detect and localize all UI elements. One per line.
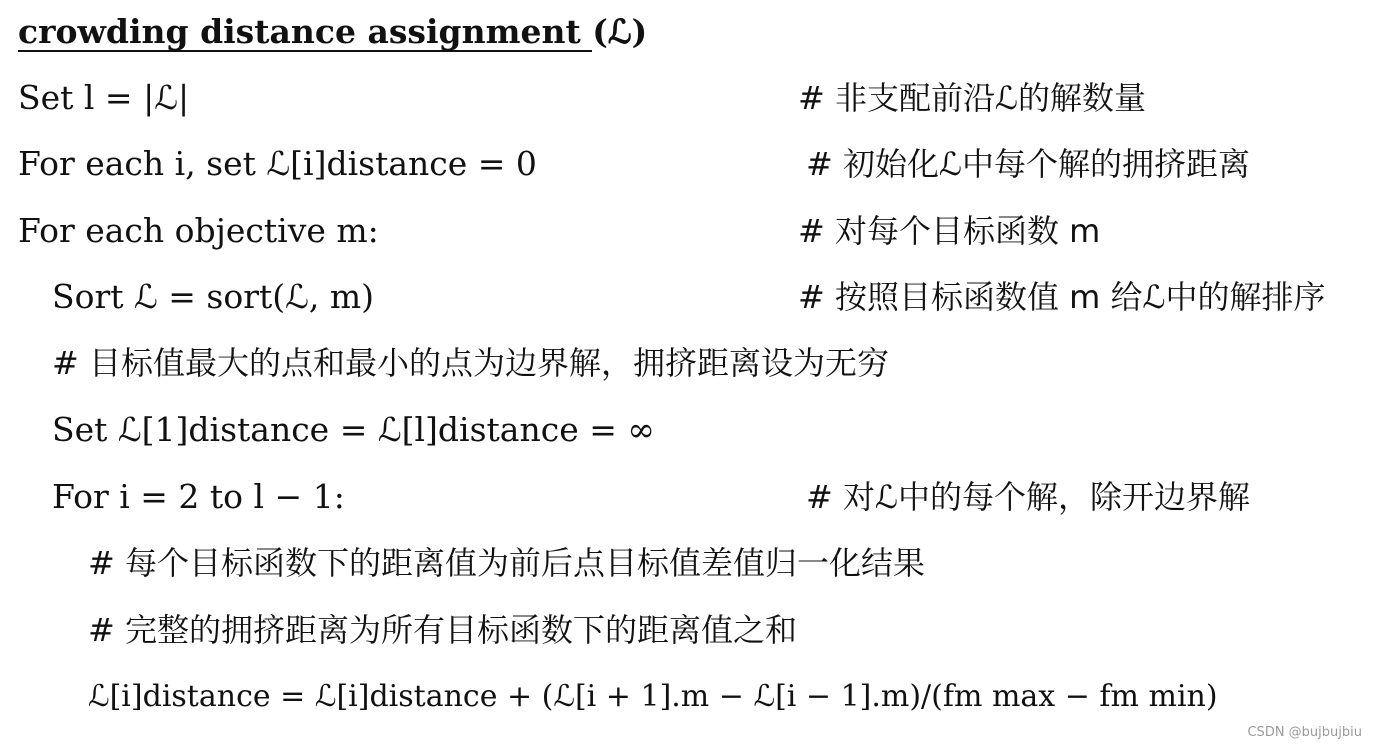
code-line-6: Set ℒ[1]distance = ℒ[l]distance = ∞: [52, 410, 655, 449]
code-line-7: For i = 2 to l − 1:: [52, 477, 345, 516]
comment-line-3: # 对每个目标函数 m: [798, 212, 1101, 250]
code-line-3: For each objective m:: [18, 211, 379, 250]
comment-line-7: # 对ℒ中的每个解，除开边界解: [806, 478, 1251, 516]
comment-line-2: # 初始化ℒ中每个解的拥挤距离: [806, 145, 1251, 183]
code-line-4: Sort ℒ = sort(ℒ, m): [52, 277, 375, 316]
algorithm-title: crowding distance assignment (ℒ): [18, 12, 648, 51]
csdn-watermark: CSDN @bujbujbiu: [1247, 725, 1362, 740]
code-line-8: # 每个目标函数下的距离值为前后点目标值差值归一化结果: [88, 544, 925, 582]
comment-line-4: # 按照目标函数值 m 给ℒ中的解排序: [798, 278, 1326, 316]
code-line-1: Set l = |ℒ|: [18, 78, 190, 117]
code-line-5: # 目标值最大的点和最小的点为边界解，拥挤距离设为无穷: [52, 344, 889, 382]
code-line-9: # 完整的拥挤距离为所有目标函数下的距离值之和: [88, 611, 797, 649]
comment-line-1: # 非支配前沿ℒ的解数量: [798, 79, 1147, 117]
code-line-2: For each i, set ℒ[i]distance = 0: [18, 144, 537, 183]
code-line-10: ℒ[i]distance = ℒ[i]distance + (ℒ[i + 1].m − ℒ[i − 1].m)/(fm max − fm min): [88, 679, 1218, 714]
